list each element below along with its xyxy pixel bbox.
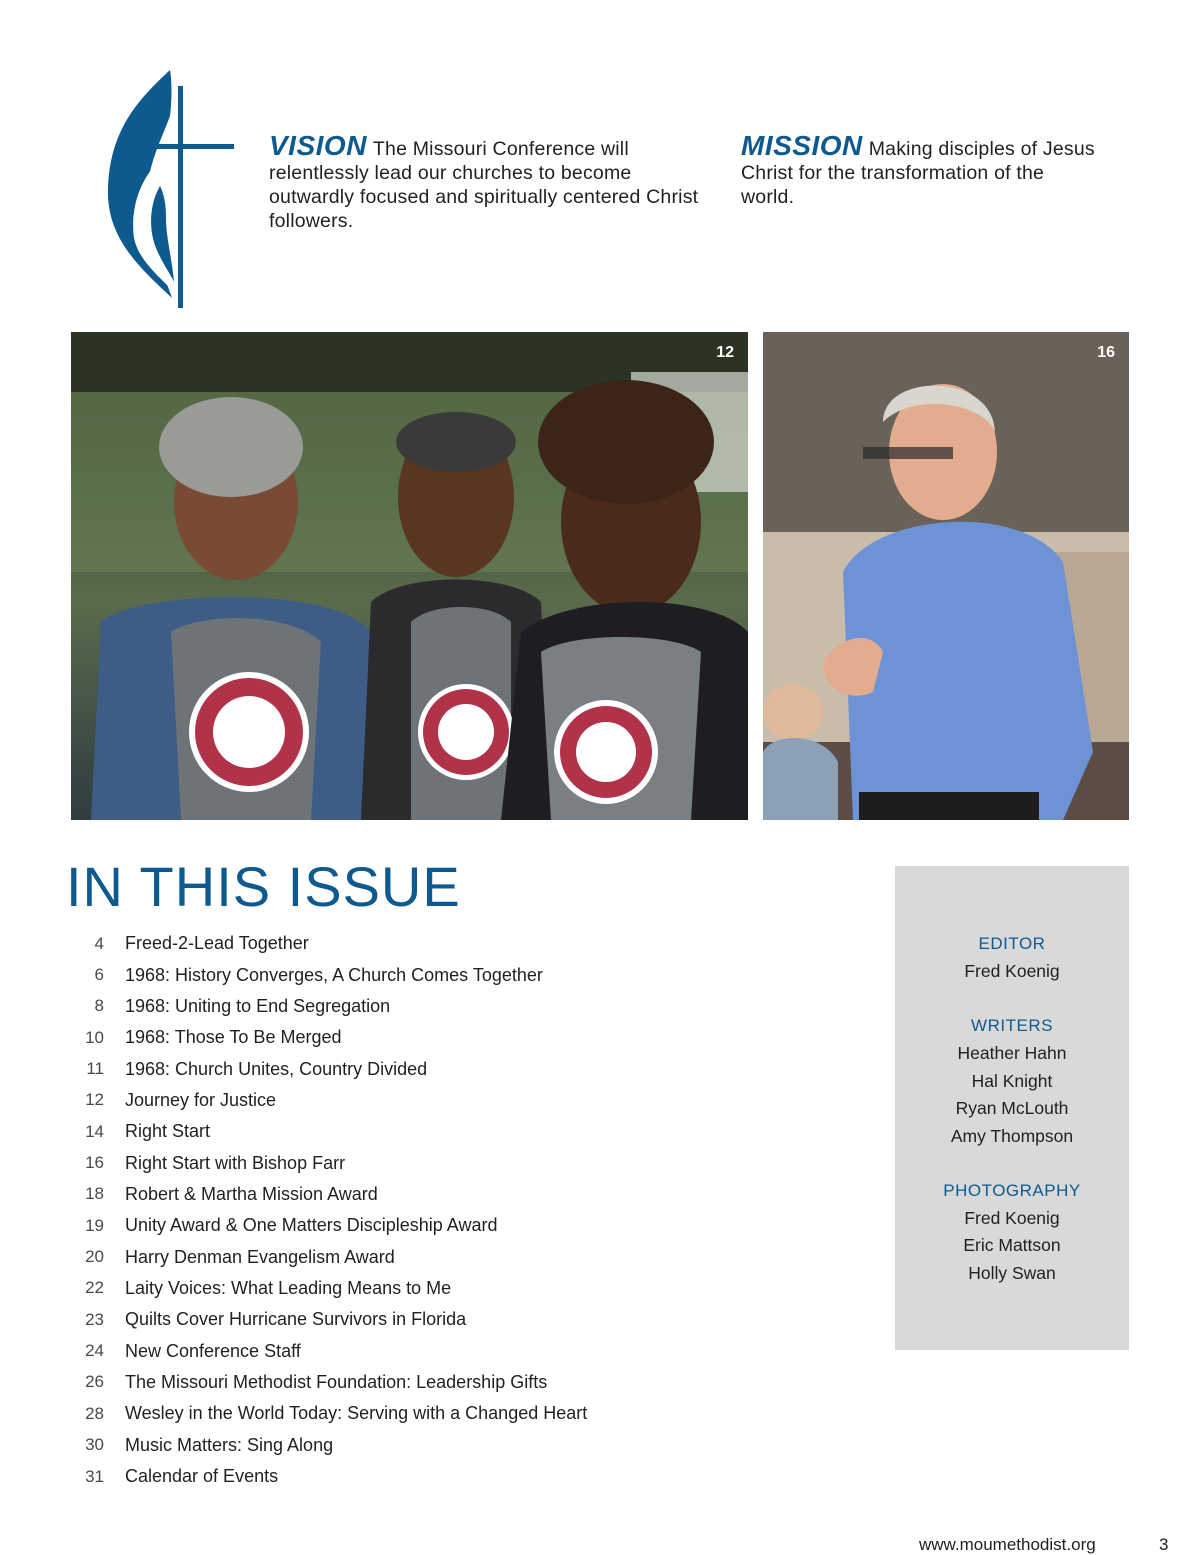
toc-item[interactable] bbox=[70, 1210, 710, 1241]
toc-page-number: 18 bbox=[85, 1184, 104, 1204]
toc-item[interactable] bbox=[70, 991, 710, 1022]
toc-title: 1968: Those To Be Merged bbox=[125, 1027, 342, 1048]
vision-text: The Missouri Conference will relentlessly lead our churches to become outwardly focused and spiritually centered Christ followers. bbox=[269, 138, 699, 232]
toc-page-number: 28 bbox=[85, 1403, 104, 1423]
toc-title: Music Matters: Sing Along bbox=[125, 1434, 334, 1455]
toc-item[interactable] bbox=[70, 1241, 710, 1272]
toc-title: Quilts Cover Hurricane Survivors in Florida bbox=[125, 1309, 467, 1330]
staff-credits-box bbox=[895, 866, 1129, 1350]
toc-item[interactable] bbox=[70, 1022, 710, 1053]
editor-credits bbox=[895, 930, 1129, 985]
credit-name: Fred Koenig bbox=[964, 961, 1060, 981]
credit-name: Ryan McLouth bbox=[955, 1098, 1069, 1119]
toc-page-number: 20 bbox=[85, 1247, 104, 1267]
journey-for-justice-photo[interactable] bbox=[71, 332, 748, 820]
credit-name: Fred Koenig bbox=[964, 1207, 1060, 1228]
mission-text: Making disciples of Jesus Christ for the transformation of the world. bbox=[741, 138, 1095, 208]
toc-item[interactable] bbox=[70, 1367, 710, 1398]
toc-item[interactable] bbox=[70, 1085, 710, 1116]
toc-page-number: 24 bbox=[85, 1341, 104, 1361]
toc-page-number: 14 bbox=[85, 1121, 104, 1141]
toc-item[interactable] bbox=[70, 1273, 710, 1304]
toc-page-number: 10 bbox=[85, 1027, 104, 1047]
toc-title: Journey for Justice bbox=[125, 1089, 277, 1110]
writers-credits bbox=[895, 1012, 1129, 1150]
toc-item[interactable] bbox=[70, 1053, 710, 1084]
toc-page-number: 22 bbox=[85, 1278, 104, 1298]
toc-page-number: 16 bbox=[85, 1153, 104, 1173]
toc-item[interactable] bbox=[70, 1147, 710, 1178]
toc-title: Harry Denman Evangelism Award bbox=[125, 1246, 395, 1267]
toc-title: Unity Award & One Matters Discipleship Award bbox=[125, 1215, 498, 1236]
toc-page-number: 8 bbox=[94, 996, 104, 1016]
toc-title: Laity Voices: What Leading Means to Me bbox=[125, 1277, 452, 1298]
vision-keyword: VISION bbox=[269, 130, 367, 161]
credit-name: Amy Thompson bbox=[950, 1125, 1074, 1146]
vision-statement bbox=[269, 130, 709, 233]
bishop-farr-photo[interactable] bbox=[763, 332, 1129, 820]
toc-page-number: 26 bbox=[85, 1372, 104, 1392]
toc-title: 1968: Uniting to End Segregation bbox=[125, 995, 391, 1016]
page-number: 3 bbox=[1159, 1535, 1169, 1554]
toc-title: Calendar of Events bbox=[125, 1466, 279, 1487]
photography-credits bbox=[895, 1177, 1129, 1287]
toc-page-number: 6 bbox=[94, 965, 104, 985]
toc-title: New Conference Staff bbox=[125, 1340, 301, 1361]
photography-heading: PHOTOGRAPHY bbox=[943, 1180, 1081, 1200]
toc-page-number: 11 bbox=[86, 1059, 104, 1079]
editor-heading: EDITOR bbox=[978, 934, 1046, 953]
toc-title: Right Start bbox=[125, 1121, 211, 1142]
writers-heading: WRITERS bbox=[971, 1016, 1053, 1036]
cross-flame-logo bbox=[100, 68, 240, 312]
in-this-issue-heading: IN THIS ISSUE bbox=[66, 855, 461, 918]
photo-page-badge: 12 bbox=[716, 344, 734, 361]
website-link[interactable]: www.moumethodist.org bbox=[919, 1535, 1096, 1554]
mission-statement bbox=[741, 130, 1101, 209]
toc-page-number: 23 bbox=[85, 1309, 104, 1329]
toc-item[interactable] bbox=[70, 1430, 710, 1461]
toc-item[interactable] bbox=[70, 1461, 710, 1492]
toc-title: Wesley in the World Today: Serving with a Changed Heart bbox=[125, 1403, 588, 1424]
credit-name: Hal Knight bbox=[971, 1070, 1053, 1091]
toc-page-number: 31 bbox=[85, 1466, 104, 1486]
toc-item[interactable] bbox=[70, 1398, 710, 1429]
toc-page-number: 19 bbox=[85, 1215, 104, 1235]
credit-name: Eric Mattson bbox=[963, 1235, 1061, 1256]
toc-item[interactable] bbox=[70, 1179, 710, 1210]
toc-page-number: 4 bbox=[94, 933, 104, 953]
toc-item[interactable] bbox=[70, 1116, 710, 1147]
toc-page-number: 30 bbox=[85, 1435, 104, 1455]
toc-item[interactable] bbox=[70, 959, 710, 990]
toc-title: Freed-2-Lead Together bbox=[125, 933, 309, 954]
credit-name: Heather Hahn bbox=[957, 1043, 1067, 1064]
toc-title: Robert & Martha Mission Award bbox=[125, 1183, 378, 1204]
mission-keyword: MISSION bbox=[741, 130, 863, 161]
table-of-contents bbox=[70, 928, 710, 1492]
toc-title: 1968: Church Unites, Country Divided bbox=[125, 1058, 428, 1079]
toc-item[interactable] bbox=[70, 1304, 710, 1335]
toc-title: Right Start with Bishop Farr bbox=[125, 1152, 346, 1173]
toc-page-number: 12 bbox=[85, 1090, 104, 1110]
credit-name: Holly Swan bbox=[968, 1262, 1056, 1283]
photo-page-badge: 16 bbox=[1097, 344, 1115, 361]
toc-title: The Missouri Methodist Foundation: Leadership Gifts bbox=[125, 1371, 548, 1392]
toc-title: 1968: History Converges, A Church Comes Together bbox=[125, 964, 543, 985]
toc-item[interactable] bbox=[70, 1335, 710, 1366]
toc-item[interactable] bbox=[70, 928, 710, 959]
